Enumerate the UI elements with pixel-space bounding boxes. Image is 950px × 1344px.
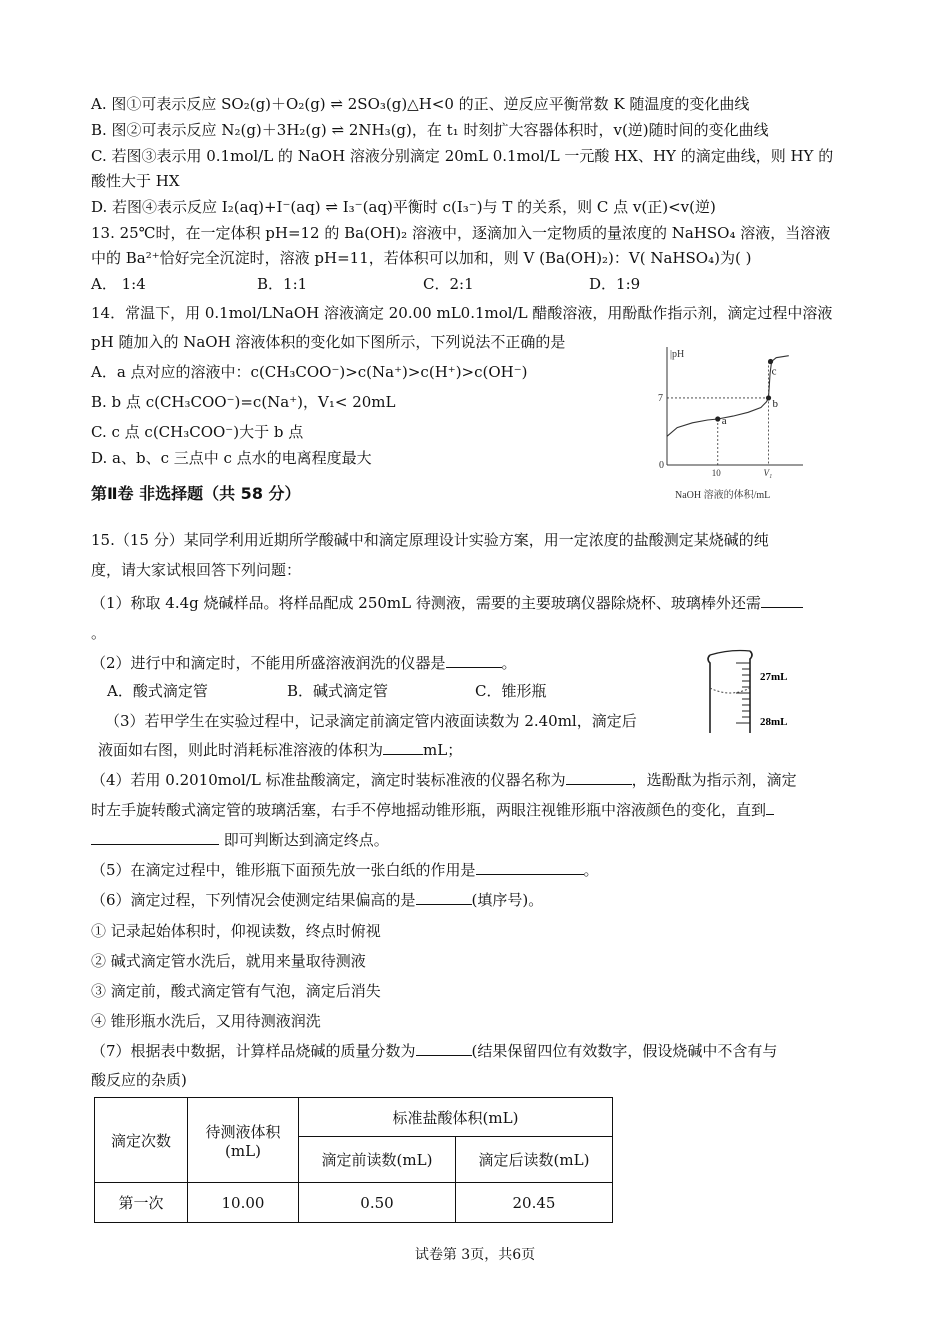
titration-curve xyxy=(667,356,789,437)
q15-intro-line1: 15.（15 分）某同学利用近期所学酸碱中和滴定原理设计实验方案，用一定浓度的盐酸测定某烧碱的纯 xyxy=(91,531,769,549)
q15-part1-blank[interactable] xyxy=(761,593,803,608)
q15-part2-options xyxy=(107,681,546,701)
q15-part4-line2 xyxy=(91,800,774,820)
q15-part6-text: （6）滴定过程，下列情况会使测定结果偏高的是 xyxy=(91,891,416,909)
table-row xyxy=(95,1183,613,1223)
q14-option-d: D. a、b、c 三点中 c 点水的电离程度最大 xyxy=(91,449,372,467)
q15-part6-item-1: ① 记录起始体积时，仰视读数，终点时俯视 xyxy=(91,922,381,940)
q12-option-c-line1: C. 若图③表示用 0.1mol/L 的 NaOH 溶液分别滴定 20mL 0.1mol/L 一元酸 HX、HY 的滴定曲线，则 HY 的 xyxy=(91,147,834,165)
q15-part2-option-a: A．酸式滴定管 xyxy=(107,682,208,700)
q15-part3-blank[interactable] xyxy=(383,740,423,755)
q15-part7-line2: 酸反应的杂质) xyxy=(91,1071,187,1089)
q15-part2-blank[interactable] xyxy=(446,653,502,668)
y-axis-label: |pH xyxy=(670,349,685,360)
q15-part7-text-end: (结果保留四位有效数字，假设烧碱中不含有与 xyxy=(471,1042,778,1060)
q15-intro-line2: 度，请大家试根回答下列问题： xyxy=(91,561,302,579)
burette-figure xyxy=(700,645,805,735)
q14-option-b: B. b 点 c(CH₃COO⁻)=c(Na⁺)，V₁< 20mL xyxy=(91,393,396,411)
point-a xyxy=(715,416,720,421)
q12-option-d: D. 若图④表示反应 I₂(aq)+I⁻(aq) ⇌ I₃⁻(aq)平衡时 c(I₃⁻)与 T 的关系，则 C 点 v(正)<v(逆) xyxy=(91,198,716,216)
cell-before: 0.50 xyxy=(299,1183,456,1223)
header-after: 滴定后读数(mL) xyxy=(456,1137,613,1183)
q13-option-a: A． 1:4 xyxy=(91,275,146,293)
point-label-a: a xyxy=(721,415,727,427)
q15-part1 xyxy=(91,593,803,613)
header-standard-hcl: 标准盐酸体积(mL) xyxy=(299,1098,613,1137)
q15-part1-end: 。 xyxy=(91,624,107,642)
burette-label-27: 27mL xyxy=(760,671,788,683)
q15-part4-blank2-start[interactable] xyxy=(766,800,774,815)
q13-option-c: C．2:1 xyxy=(423,275,474,293)
cell-volume: 10.00 xyxy=(188,1183,299,1223)
q15-part6-item-3: ③ 滴定前，酸式滴定管有气泡，滴定后消失 xyxy=(91,982,381,1000)
q13-stem-line2: 中的 Ba²⁺恰好完全沉淀时，溶液 pH=11，若体积可以加和，则 V (Ba(OH)₂)：V( NaHSO₄)为( ) xyxy=(91,249,752,267)
q15-part7-blank[interactable] xyxy=(416,1041,472,1056)
q15-part2-option-b: B．碱式滴定管 xyxy=(287,682,389,700)
point-b xyxy=(766,395,771,400)
titration-chart xyxy=(655,343,805,503)
q15-part6-item-2: ② 碱式滴定管水洗后，就用来量取待测液 xyxy=(91,952,366,970)
x-axis-title: NaOH 溶液的体积/mL xyxy=(675,490,771,501)
header-times: 滴定次数 xyxy=(95,1098,188,1183)
x-tick-label-10: 10 xyxy=(711,468,721,478)
q12-option-b: B. 图②可表示反应 N₂(g)＋3H₂(g) ⇌ 2NH₃(g)，在 t₁ 时刻扩大容器体积时，v(逆)随时间的变化曲线 xyxy=(91,121,769,139)
section-2-title: 第Ⅱ卷 非选择题（共 58 分） xyxy=(91,484,301,503)
q15-part7-text: （7）根据表中数据，计算样品烧碱的质量分数为 xyxy=(91,1042,416,1060)
header-sample-volume-label: 待测液体积 xyxy=(205,1122,281,1141)
q15-part6-blank[interactable] xyxy=(416,890,472,905)
q14-stem-line1: 14．常温下，用 0.1mol/LNaOH 溶液滴定 20.00 mL0.1mol/L 醋酸溶液，用酚酞作指示剂，滴定过程中溶液 xyxy=(91,304,833,322)
q15-part4-text3: 即可判断达到滴定终点。 xyxy=(219,831,389,849)
q12-option-c-line2: 酸性大于 HX xyxy=(91,172,180,190)
q15-part2 xyxy=(91,653,517,673)
q14-option-c: C. c 点 c(CH₃COO⁻)大于 b 点 xyxy=(91,423,304,441)
q15-part4-text2: 时左手旋转酸式滴定管的玻璃活塞，右手不停地摇动锥形瓶，两眼注视锥形瓶中溶液颜色的变化，直到 xyxy=(91,801,767,819)
q13-option-d: D．1:9 xyxy=(589,275,641,293)
q15-part4-text: （4）若用 0.2010mol/L 标准盐酸滴定，滴定时装标准液的仪器名称为 xyxy=(91,771,566,789)
x-tick-label-0: 0 xyxy=(659,460,664,471)
cell-after: 20.45 xyxy=(456,1183,613,1223)
header-sample-volume xyxy=(188,1098,299,1183)
q15-part4-line3 xyxy=(91,830,389,850)
point-c xyxy=(768,359,773,364)
q15-part7-line1 xyxy=(91,1041,777,1061)
q15-part5 xyxy=(91,860,599,880)
q12-option-a: A. 图①可表示反应 SO₂(g)＋O₂(g) ⇌ 2SO₃(g)△H<0 的正、逆反应平衡常数 K 随温度的变化曲线 xyxy=(91,95,750,113)
page-footer: 试卷第 3页，共6页 xyxy=(414,1247,536,1263)
point-label-b: b xyxy=(772,397,779,410)
q13-stem-line1: 13. 25℃时，在一定体积 pH=12 的 Ba(OH)₂ 溶液中，逐滴加入一定物质的量浓度的 NaHSO₄ 溶液，当溶液 xyxy=(91,224,831,242)
header-sample-volume-unit: (mL) xyxy=(225,1141,261,1160)
q14-stem-line2: pH 随加入的 NaOH 溶液体积的变化如下图所示，下列说法不正确的是 xyxy=(91,333,566,351)
q15-part2-end: 。 xyxy=(501,654,517,672)
q15-part2-text: （2）进行中和滴定时，不能用所盛溶液润洗的仪器是 xyxy=(91,654,446,672)
cell-times: 第一次 xyxy=(95,1183,188,1223)
q15-part5-blank[interactable] xyxy=(476,860,584,875)
q15-part4-blank1[interactable] xyxy=(566,770,632,785)
q15-part6 xyxy=(91,890,543,910)
x-tick-label-v1: V₁ xyxy=(763,468,773,478)
q15-part3-text: 液面如右图，则此时消耗标准溶液的体积为 xyxy=(98,741,384,759)
q15-part3-line1: （3）若甲学生在实验过程中，记录滴定前滴定管内液面读数为 2.40ml，滴定后 xyxy=(105,712,637,730)
point-label-c: c xyxy=(771,365,777,378)
q14-option-a: A．a 点对应的溶液中：c(CH₃COO⁻)>c(Na⁺)>c(H⁺)>c(OH⁻) xyxy=(91,363,528,381)
q15-part1-text: （1）称取 4.4g 烧碱样品。将样品配成 250mL 待测液，需要的主要玻璃仪器除烧杯、玻璃棒外还需 xyxy=(91,594,761,612)
q15-part2-option-c: C．锥形瓶 xyxy=(475,682,547,700)
q15-part6-end: (填序号)。 xyxy=(471,891,544,909)
burette-label-28: 28mL xyxy=(760,716,788,728)
q15-part5-end: 。 xyxy=(583,861,599,879)
q13-options xyxy=(91,274,640,294)
q15-part4-text-end: ，选酚酞为指示剂，滴定 xyxy=(631,771,797,789)
q15-part6-item-4: ④ 锥形瓶水洗后，又用待测液润洗 xyxy=(91,1012,321,1030)
q15-part4-blank2[interactable] xyxy=(91,830,219,845)
q15-part5-text: （5）在滴定过程中，锥形瓶下面预先放一张白纸的作用是 xyxy=(91,861,476,879)
q15-part4-line1 xyxy=(91,770,797,790)
titration-data-table xyxy=(94,1097,613,1223)
header-before: 滴定前读数(mL) xyxy=(299,1137,456,1183)
q15-part3-unit: mL； xyxy=(423,741,463,759)
y-tick-label-7: 7 xyxy=(658,392,663,404)
q15-part3-line2 xyxy=(98,740,462,760)
q13-option-b: B．1:1 xyxy=(257,275,308,293)
